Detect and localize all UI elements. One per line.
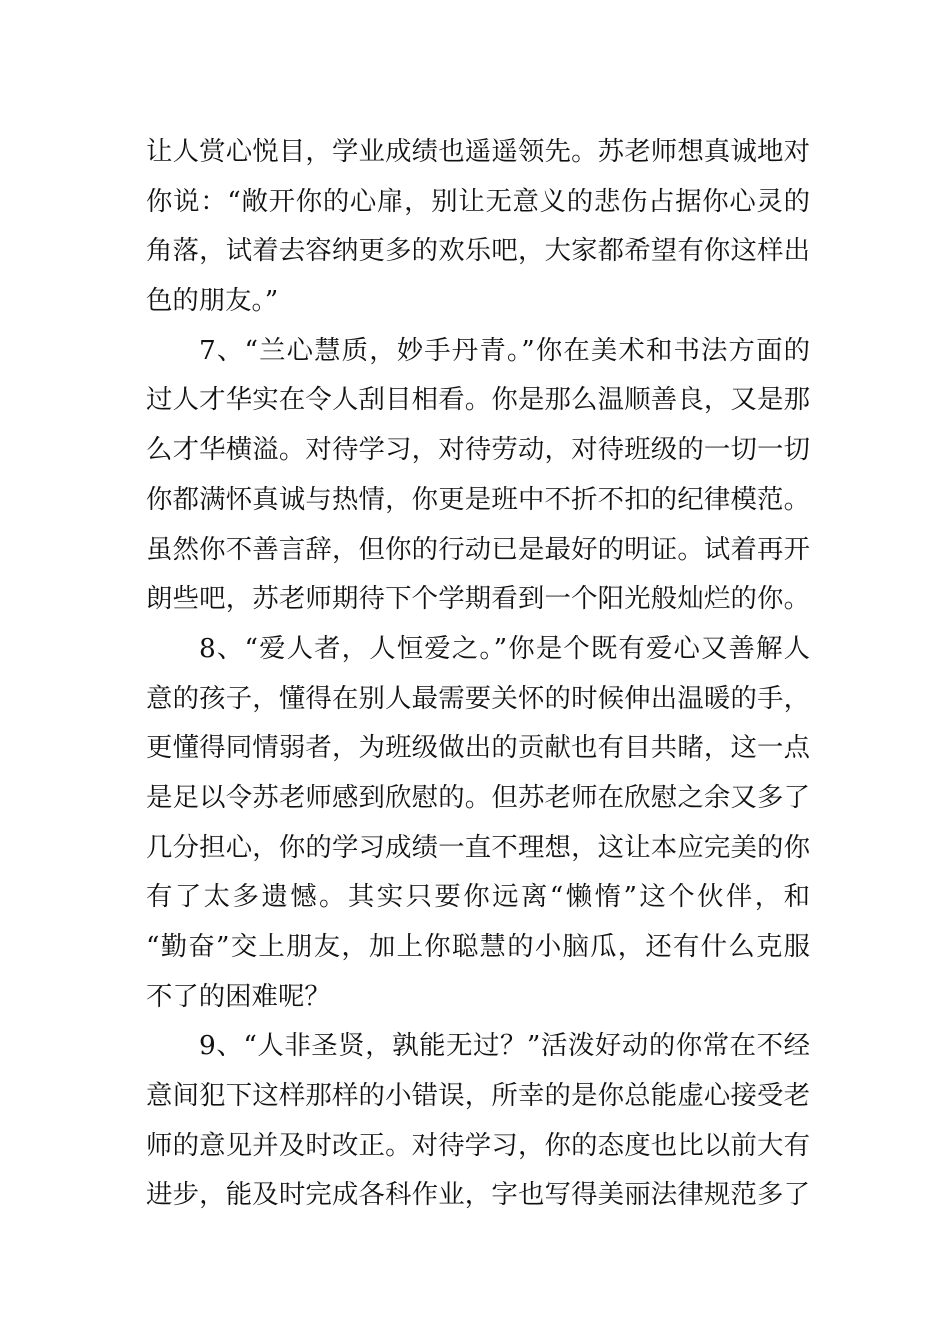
- text-line: 7、“兰心慧质，妙手丹青。”你在美术和书法方面的: [199, 334, 810, 366]
- text-line: 几分担心，你的学习成绩一直不理想，这让本应完美的你: [146, 831, 810, 863]
- text-line: 朗些吧，苏老师期待下个学期看到一个阳光般灿烂的你。: [146, 583, 810, 615]
- text-line: 意间犯下这样那样的小错误，所幸的是你总能虚心接受老: [146, 1080, 810, 1112]
- text-line: 是足以令苏老师感到欣慰的。但苏老师在欣慰之余又多了: [146, 781, 810, 813]
- text-line: 有了太多遗憾。其实只要你远离“懒惰”这个伙伴，和: [146, 881, 810, 913]
- text-line: 你说：“敞开你的心扉，别让无意义的悲伤占据你心灵的: [146, 185, 810, 217]
- text-line: “勤奋”交上朋友，加上你聪慧的小脑瓜，还有什么克服: [146, 931, 810, 962]
- text-line: 9、“人非圣贤，孰能无过？”活泼好动的你常在不经: [199, 1030, 810, 1062]
- text-line: 色的朋友。”: [146, 285, 279, 317]
- text-line: 不了的困难呢？: [146, 980, 331, 1012]
- text-line: 你都满怀真诚与热情，你更是班中不折不扣的纪律模范。: [146, 483, 810, 515]
- text-line: 8、“爱人者，人恒爱之。”你是个既有爱心又善解人: [199, 632, 810, 664]
- text-line: 过人才华实在令人刮目相看。你是那么温顺善良，又是那: [146, 384, 810, 416]
- text-line: 让人赏心悦目，学业成绩也遥遥领先。苏老师想真诚地对: [146, 136, 810, 167]
- text-line: 进步，能及时完成各科作业，字也写得美丽法律规范多了: [146, 1179, 810, 1211]
- text-line: 意的孩子，懂得在别人最需要关怀的时候伸出温暖的手，: [146, 682, 810, 714]
- body-text: [146, 127, 810, 1220]
- text-line: 角落，试着去容纳更多的欢乐吧，大家都希望有你这样出: [146, 235, 810, 267]
- text-line: 更懂得同情弱者，为班级做出的贡献也有目共睹，这一点: [146, 732, 810, 764]
- text-line: 虽然你不善言辞，但你的行动已是最好的明证。试着再开: [146, 533, 810, 565]
- text-line: 么才华横溢。对待学习，对待劳动，对待班级的一切一切: [146, 434, 810, 466]
- text-line: 师的意见并及时改正。对待学习，你的态度也比以前大有: [146, 1129, 810, 1161]
